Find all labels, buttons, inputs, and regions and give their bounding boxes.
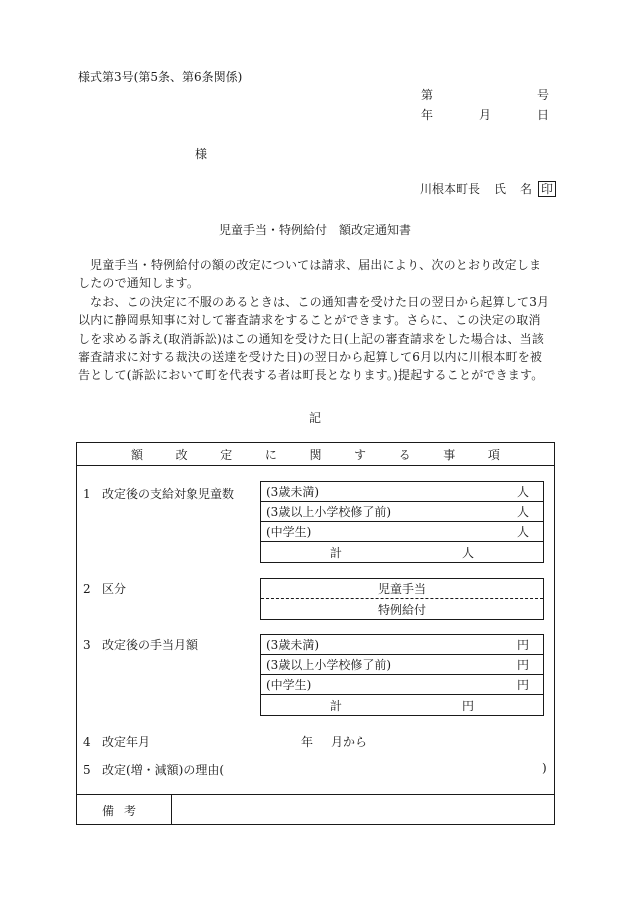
item-5-label: 5 改定(増・減額)の理由( [83, 763, 225, 777]
item-2-category-box [260, 578, 544, 620]
child-count-row: (中学生) 人 [261, 522, 543, 542]
header-char: 改 [175, 447, 188, 462]
header-char: 額 [131, 447, 144, 462]
sender-title: 川根本町長 [420, 182, 481, 196]
remarks-label: 備考 [77, 795, 172, 825]
child-count-total-row: 計 人 [329, 545, 475, 560]
date-day: 日 [536, 108, 549, 122]
revision-date-field: 年 月から [301, 735, 368, 749]
sender-name-label-2: 名 [520, 182, 533, 196]
body-paragraph-2: なお、この決定に不服のあるときは、この通知書を受けた日の翌日から起算して3月以内に静岡県知事に対して審査請求をすることができます。さらに、この決定の取消しを求める訴え(取消訴訟)はこの通知を受けた日(上記の審査請求をした場合は、当該審査請求に対する裁決の送達を受けた日)の翌日から起算して6月以内に川根本町を被告として(訴訟において町を代表する者は町長となります。)提起することができます。 [78, 294, 550, 383]
document-number-line [421, 86, 549, 103]
sender-name-label-1: 氏 [494, 182, 507, 196]
ki-heading: 記 [308, 411, 321, 425]
monthly-amount-row: (3歳未満) 円 [261, 635, 543, 655]
addressee-suffix: 様 [195, 147, 208, 161]
category-option-child-allowance: 児童手当 [261, 579, 543, 599]
item-2-label: 2 区分 [83, 582, 127, 596]
item-3-label: 3 改定後の手当月額 [83, 638, 199, 652]
category-option-special-benefit: 特例給付 [377, 602, 426, 617]
monthly-amount-total-row: 計 円 [329, 698, 475, 713]
header-char: る [398, 447, 411, 462]
number-prefix: 第 [421, 88, 434, 102]
child-count-row: (3歳以上小学校修了前) 人 [261, 502, 543, 522]
date-month: 月 [478, 108, 491, 122]
reason-close-paren: ) [542, 761, 547, 775]
header-char: に [264, 447, 277, 462]
remarks-row [77, 794, 554, 825]
document-title: 児童手当・特例給付 額改定通知書 [218, 223, 411, 237]
form-id: 様式第3号(第5条、第6条関係) [78, 70, 243, 84]
header-char: 項 [487, 447, 500, 462]
seal-mark: 印 [538, 181, 556, 197]
issue-date-line [421, 106, 549, 123]
header-char: 関 [309, 447, 322, 462]
child-count-row: (3歳未満) 人 [261, 482, 543, 502]
header-char: 定 [220, 447, 233, 462]
body-paragraph-1: 児童手当・特例給付の額の改定については請求、届出により、次のとおり改定しましたので通知します。 [78, 258, 542, 291]
item-1-child-count-box [260, 481, 544, 563]
body-text [78, 256, 552, 385]
header-char: す [354, 447, 367, 462]
item-3-monthly-amount-box [260, 634, 544, 716]
table-header [77, 443, 554, 466]
monthly-amount-row: (3歳以上小学校修了前) 円 [261, 655, 543, 675]
monthly-amount-row: (中学生) 円 [261, 675, 543, 695]
item-1-label: 1 改定後の支給対象児童数 [83, 487, 235, 501]
sender-block [420, 180, 556, 197]
header-char: 事 [443, 447, 456, 462]
item-4-label: 4 改定年月 [83, 735, 151, 749]
number-suffix: 号 [536, 88, 549, 102]
date-year: 年 [421, 108, 434, 122]
